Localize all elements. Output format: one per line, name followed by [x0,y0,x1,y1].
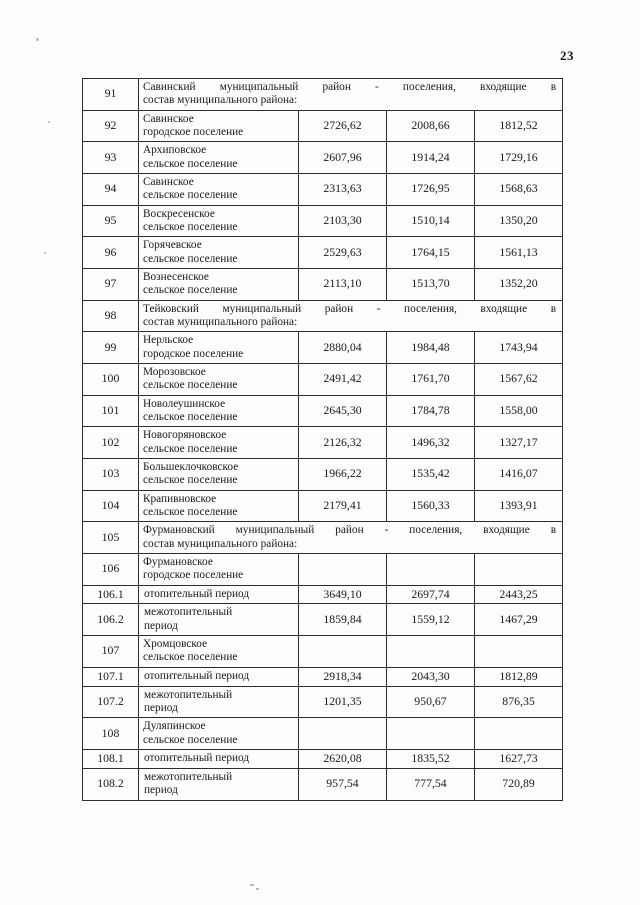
row-name-line2: состав муниципального района: [143,315,298,328]
value-cell-3: 1393,91 [475,490,563,522]
row-name-line1: отопительный период [144,670,250,682]
row-name-cell [139,768,299,800]
row-name-line1: Крапивновское [143,492,217,505]
row-name-line1: Нерльское [143,334,194,347]
scan-speck [250,884,254,886]
row-name-line1: Воскресенское [143,207,215,220]
row-name-cell [139,458,299,490]
table-row [83,332,563,364]
value-cell-2: 1761,70 [387,363,475,395]
row-name-cell [139,79,563,111]
row-name-line1: отопительный период [144,752,250,765]
tariff-table [82,78,563,801]
row-name-line2: сельское поселение [143,157,238,170]
value-cell-1: 1201,35 [299,686,387,718]
table-row [83,79,563,111]
page-number: 23 [560,48,574,63]
scan-speck [36,38,39,41]
row-name-cell [139,363,299,395]
row-name-cell [139,585,299,604]
value-cell-3: 1729,16 [475,142,563,174]
value-cell-3: 1558,00 [475,395,563,427]
row-name-line1: Архиповское [143,144,207,157]
row-name-cell [139,553,299,585]
row-number-cell: 108.1 [83,749,139,768]
value-cell-2: 1764,15 [387,237,475,269]
row-number-cell: 106 [83,553,139,585]
value-cell-1 [299,636,387,668]
value-cell-1: 2126,32 [299,427,387,459]
value-cell-3: 1812,52 [475,110,563,142]
row-name-line1: Хромцовское [143,638,208,651]
row-name-line1: Большеклочковское [143,460,239,473]
row-name-line2: сельское поселение [143,442,238,455]
table-row [83,268,563,300]
row-name-cell [139,686,299,718]
value-cell-2: 950,67 [387,686,475,718]
table-row [83,585,563,604]
row-name-line1: Фурмановское [143,555,213,568]
value-cell-2: 1510,14 [387,205,475,237]
row-name-cell [139,237,299,269]
table-row [83,522,563,554]
row-number-cell: 98 [83,300,139,332]
value-cell-1: 1966,22 [299,458,387,490]
value-cell-3: 1352,20 [475,268,563,300]
row-name-cell [139,268,299,300]
row-name-line1: Савинское [143,112,194,125]
table-row [83,636,563,668]
table-row [83,667,563,686]
row-number-cell: 108.2 [83,768,139,800]
row-name-line1: отопительный период [144,587,250,600]
row-name-line1: Фурмановский муниципальный район - поселения, входящие в [143,524,557,537]
table-row [83,395,563,427]
row-name-line2: городское поселение [143,125,244,138]
row-name-line2: период [144,619,178,632]
row-name-cell [139,300,563,332]
table-row [83,237,563,269]
value-cell-1: 2726,62 [299,110,387,142]
row-name-cell [139,110,299,142]
value-cell-2: 1914,24 [387,142,475,174]
row-name-line2: сельское поселение [143,284,238,297]
row-name-line2: сельское поселение [143,410,238,423]
row-name-line1: Тейковский муниципальный район - поселения, входящие в [143,302,557,315]
row-name-line2: сельское поселение [143,220,238,233]
table-row [83,300,563,332]
row-number-cell: 101 [83,395,139,427]
value-cell-2: 1726,95 [387,173,475,205]
row-number-cell: 105 [83,522,139,554]
row-name-line1: Морозовское [143,365,206,378]
row-name-line2: сельское поселение [143,733,238,746]
row-number-cell: 100 [83,363,139,395]
row-name-line2: сельское поселение [143,252,238,265]
row-name-line1: Горячевское [143,239,202,252]
value-cell-1: 1859,84 [299,604,387,636]
row-number-cell: 107.2 [83,686,139,718]
table-row [83,173,563,205]
row-name-line2: городское поселение [143,569,244,582]
row-number-cell: 91 [83,79,139,111]
value-cell-3: 1812,89 [475,667,563,686]
table-row [83,110,563,142]
value-cell-2 [387,718,475,750]
value-cell-3 [475,553,563,585]
value-cell-3: 1567,62 [475,363,563,395]
row-name-line1: Вознесенское [143,270,209,283]
row-name-cell [139,427,299,459]
row-name-line2: период [144,701,178,714]
table-row [83,142,563,174]
value-cell-3: 1350,20 [475,205,563,237]
row-name-line1: межотопительный [144,606,233,619]
table-row [83,490,563,522]
value-cell-3: 876,35 [475,686,563,718]
value-cell-1: 2880,04 [299,332,387,364]
row-name-line1: Дуляпинское [143,720,206,733]
value-cell-2: 2697,74 [387,585,475,604]
row-name-line2: сельское поселение [143,474,238,487]
value-cell-2: 2043,30 [387,667,475,686]
value-cell-2: 1984,48 [387,332,475,364]
row-name-cell [139,205,299,237]
value-cell-1 [299,553,387,585]
value-cell-1: 2179,41 [299,490,387,522]
row-number-cell: 106.2 [83,604,139,636]
value-cell-3: 720,89 [475,768,563,800]
value-cell-1: 2103,30 [299,205,387,237]
value-cell-1: 957,54 [299,768,387,800]
row-number-cell: 107.1 [83,667,139,686]
value-cell-2 [387,636,475,668]
value-cell-1: 2313,63 [299,173,387,205]
value-cell-2: 1835,52 [387,749,475,768]
row-name-line2: сельское поселение [143,505,238,518]
row-name-line2: состав муниципального района: [143,94,298,107]
row-name-line2: сельское поселение [143,379,238,392]
value-cell-2: 1784,78 [387,395,475,427]
row-name-cell [139,636,299,668]
value-cell-2: 1496,32 [387,427,475,459]
row-number-cell: 97 [83,268,139,300]
row-number-cell: 104 [83,490,139,522]
row-number-cell: 106.1 [83,585,139,604]
row-number-cell: 94 [83,173,139,205]
row-number-cell: 103 [83,458,139,490]
row-name-line2: городское поселение [143,347,244,360]
value-cell-1: 3649,10 [299,585,387,604]
value-cell-1: 2491,42 [299,363,387,395]
row-name-cell [139,395,299,427]
row-number-cell: 93 [83,142,139,174]
row-number-cell: 96 [83,237,139,269]
row-name-cell [139,332,299,364]
value-cell-2: 1513,70 [387,268,475,300]
value-cell-3 [475,718,563,750]
value-cell-3: 1743,94 [475,332,563,364]
value-cell-3: 1627,73 [475,749,563,768]
row-number-cell: 92 [83,110,139,142]
row-number-cell: 102 [83,427,139,459]
value-cell-2: 1535,42 [387,458,475,490]
row-name-cell [139,490,299,522]
scan-speck [48,121,50,123]
value-cell-1: 2529,63 [299,237,387,269]
value-cell-2: 777,54 [387,768,475,800]
value-cell-3: 1568,63 [475,173,563,205]
row-name-line2: сельское поселение [143,189,238,202]
row-name-line1: Новогоряновское [143,429,227,442]
table-row [83,205,563,237]
value-cell-1: 2620,08 [299,749,387,768]
value-cell-3: 2443,25 [475,585,563,604]
row-name-line1: Новолеушинское [143,397,226,410]
row-name-line1: Савинский муниципальный район - поселения, входящие в [143,81,557,93]
scan-speck [44,252,46,254]
table-row [83,458,563,490]
value-cell-2: 1559,12 [387,604,475,636]
row-name-line2: сельское поселение [143,651,238,664]
row-name-cell [139,173,299,205]
row-name-cell [139,604,299,636]
row-name-line1: межотопительный [144,688,233,701]
table-row [83,686,563,718]
row-name-line1: межотопительный [144,770,233,783]
value-cell-1: 2607,96 [299,142,387,174]
table-row [83,768,563,800]
row-name-line2: состав муниципального района: [143,537,298,550]
value-cell-1: 2113,10 [299,268,387,300]
table-row [83,427,563,459]
row-name-cell [139,667,299,686]
row-name-line1: Савинское [143,175,194,188]
row-number-cell: 99 [83,332,139,364]
row-number-cell: 108 [83,718,139,750]
row-name-cell [139,718,299,750]
table-body [83,79,563,801]
row-number-cell: 95 [83,205,139,237]
row-name-cell [139,749,299,768]
value-cell-1: 2918,34 [299,667,387,686]
row-number-cell: 107 [83,636,139,668]
value-cell-2 [387,553,475,585]
value-cell-1: 2645,30 [299,395,387,427]
value-cell-3 [475,636,563,668]
table-row [83,604,563,636]
table-row [83,553,563,585]
value-cell-3: 1416,07 [475,458,563,490]
value-cell-3: 1561,13 [475,237,563,269]
row-name-cell [139,522,563,554]
table-row [83,749,563,768]
table-row [83,718,563,750]
value-cell-2: 2008,66 [387,110,475,142]
value-cell-1 [299,718,387,750]
value-cell-3: 1327,17 [475,427,563,459]
row-name-line2: период [144,784,178,797]
scan-speck [256,888,259,890]
value-cell-2: 1560,33 [387,490,475,522]
value-cell-3: 1467,29 [475,604,563,636]
table-row [83,363,563,395]
row-name-cell [139,142,299,174]
